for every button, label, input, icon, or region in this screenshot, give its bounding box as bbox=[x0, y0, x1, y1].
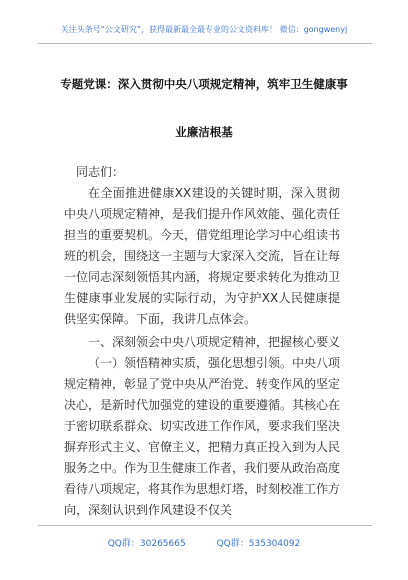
footer-qq-group-2: QQ群：535304092 bbox=[216, 539, 301, 549]
section-heading-1: 一、深刻领会中央八项规定精神，把握核心要义 bbox=[88, 335, 341, 349]
paragraph-subsection-1: （一）领悟精神实质，强化思想引领。中央八项规定精神，彰显了党中央从严治党、转变作风的坚定决心，是新时代加强党的建设的重要遵循。其核心在于密切联系群众、切实改进工作作风，要求我们坚决摒弃形式主义、官僚主义，把精力真正投入到为人民服务之中。作为卫生健康工作者，我们要从政治高度看待八项规定，将其作为思想灯塔，时刻校准工作方向，深刻认识到作风建设不仅关 bbox=[64, 356, 341, 517]
header-divider bbox=[38, 43, 372, 44]
document-title-line2: 业廉洁根基 bbox=[175, 125, 233, 139]
paragraph-intro: 在全面推进健康XX建设的关键时期，深入贯彻中央八项规定精神，是我们提升作风效能、强化责任担当的重要契机。今天，借党组理论学习中心组读书班的机会，围绕这一主题与大家深入交流，旨在让每一位同志深刻领悟其内涵，将规定要求转化为推动卫生健康事业发展的实际行动，为守护XX人民健康提供坚实保障。下面，我讲几点体会。 bbox=[64, 186, 341, 326]
document-title-line1: 专题党课：深入贯彻中央八项规定精神，筑牢卫生健康事 bbox=[60, 77, 348, 91]
greeting: 同志们： bbox=[76, 165, 125, 179]
footer-divider bbox=[38, 525, 372, 526]
footer bbox=[0, 536, 408, 549]
header-promo-text: 关注头条号“公文研究”，获得最新最全最专业的公文资料库！ 微信：gongwenyj bbox=[60, 25, 348, 34]
footer-qq-group-1: QQ群：30265665 bbox=[107, 539, 186, 549]
document-body bbox=[64, 162, 340, 521]
